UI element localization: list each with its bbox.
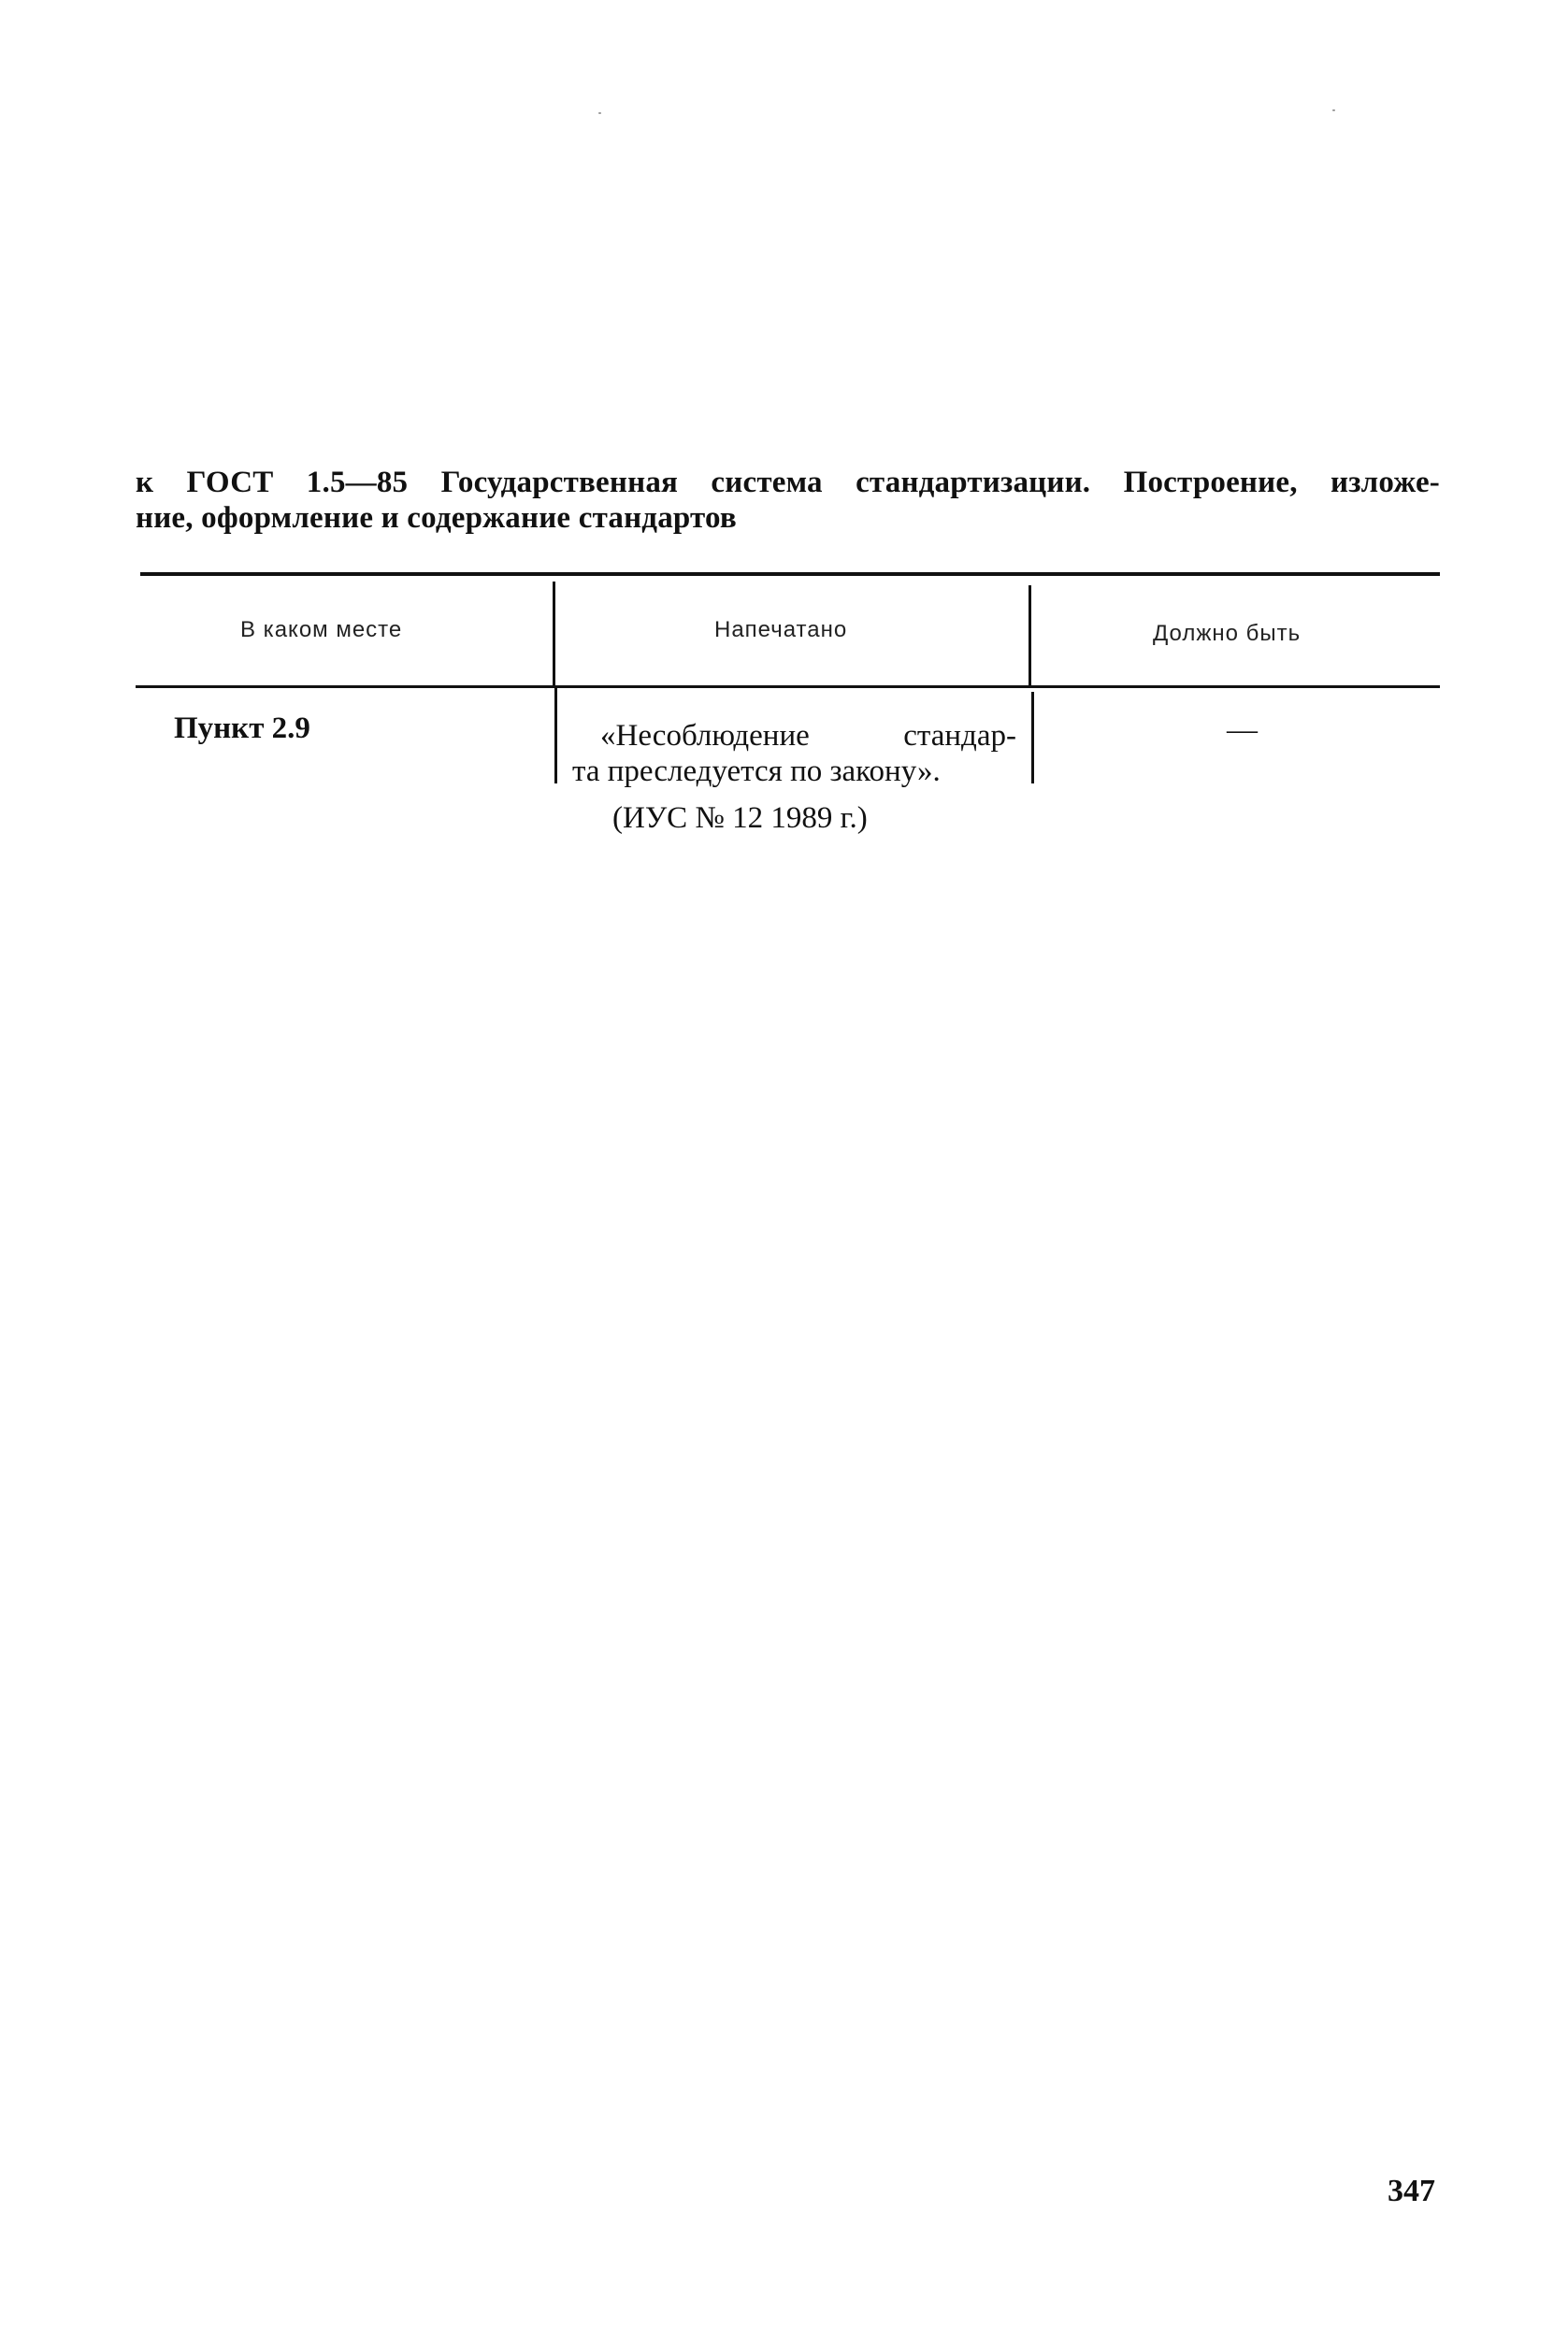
column-header-printed: Напечатано [714, 617, 848, 642]
column-divider [1031, 692, 1034, 783]
printed-text-line: та преследуется по закону». [572, 754, 941, 788]
scan-speck [1332, 109, 1335, 111]
table-header-bottom-rule [136, 685, 1440, 688]
table-cell-location [174, 711, 310, 746]
table-top-rule [140, 572, 1440, 576]
document-heading [136, 465, 1440, 536]
column-divider [1029, 585, 1031, 688]
page-number: 347 [1388, 2174, 1435, 2208]
heading-line: ние, оформление и содержание стандартов [136, 501, 737, 535]
table-cell-should-be: — [1227, 713, 1258, 747]
scan-speck [598, 112, 601, 114]
location-text: Пункт 2.9 [174, 711, 310, 745]
column-divider [554, 688, 557, 783]
printed-text-line: «Несоблюдение стандар- [600, 719, 1016, 753]
column-header-location: В каком месте [240, 617, 403, 642]
column-divider [553, 582, 555, 686]
source-note: (ИУС № 12 1989 г.) [612, 801, 868, 835]
column-header-should-be: Должно быть [1153, 621, 1302, 646]
table-cell-printed [572, 718, 1016, 789]
heading-line: к ГОСТ 1.5—85 Государственная система стандартизации. Построение, изложе- [136, 466, 1440, 499]
